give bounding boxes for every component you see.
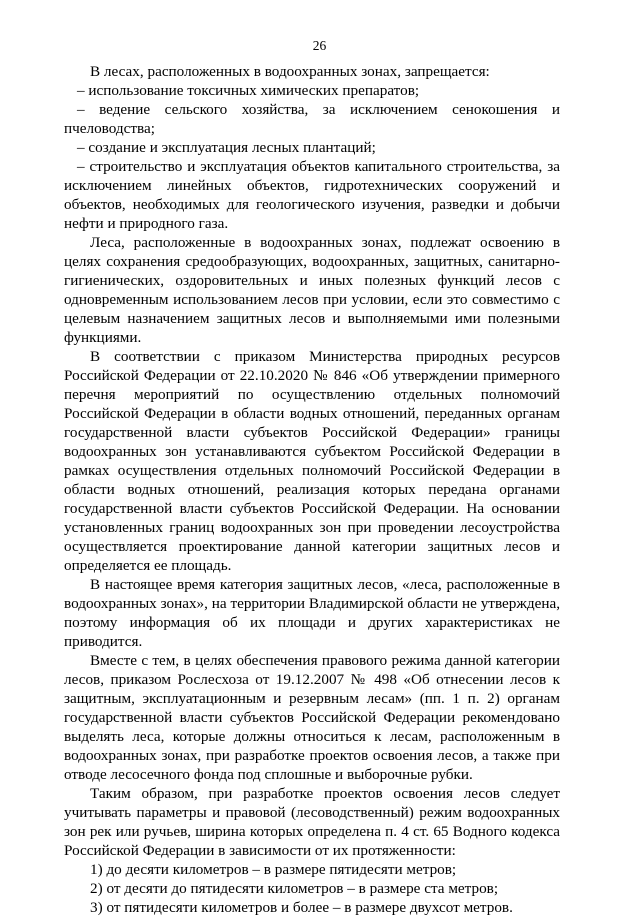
- paragraph-ministry-order: В соответствии с приказом Министерства природных ресурсов Российской Федерации от 22.10.2020 № 846 «Об утверждении примерного перечня мероприятий по осуществлению отдельных полномочий Российской Федерации в области водных отношений, переданных органам государственной власти субъектов Российской Федерации» границы водоохранных зон устанавливаются субъектом Российской Федерации в рамках осуществления отдельных полномочий Российской Федерации в области водных отношений, реализация которых передана органами государственной власти субъектов Российской Федерации. На основании установленных границ водоохранных зон при проведении лесоустройства осуществляется проектирование данной категории защитных лесов и определяется ее площадь.: [64, 348, 560, 574]
- paragraph-conclusion: Таким образом, при разработке проектов освоения лесов следует учитывать параметры и правовой (лесоводственный) режим водоохранных зон рек или ручьев, ширина которых определена п. 4 ст. 65 Водного кодекса Российской Федерации в зависимости от их протяженности:: [64, 785, 560, 859]
- paragraph-rosleshoz-order: Вместе с тем, в целях обеспечения правового режима данной категории лесов, приказом Рослесхоза от 19.12.2007 № 498 «Об отнесении лесов к защитным, эксплуатационным и резервным лесам» (пп. 1 п. 2) органам государственной власти субъектов Российской Федерации рекомендовано выделять леса, которые должны относиться к лесам, расположенным в водоохранных зонах, при разработке проектов освоения лесов, а также при отводе лесосечного фонда под сплошные и выборочные рубки.: [64, 652, 560, 783]
- document-body: [64, 62, 560, 917]
- list-item-capital-construction: – строительство и эксплуатация объектов капитального строительства, за исключением линейных объектов, гидротехнических сооружений и объектов, необходимых для геологического изучения, разведки и добычи нефти и природного газа.: [64, 158, 560, 232]
- page-number: 26: [312, 38, 327, 53]
- paragraph-category-status: В настоящее время категория защитных лесов, «леса, расположенные в водоохранных зонах», на территории Владимирской области не утверждена, поэтому информация об их площади и других характеристиках не приводится.: [64, 576, 560, 650]
- list-item-toxic-chemicals: – использование токсичных химических препаратов;: [77, 82, 420, 99]
- list-item-width-3: 3) от пятидесяти километров и более – в размере двухсот метров.: [90, 899, 513, 916]
- list-item-width-2: 2) от десяти до пятидесяти километров – в размере ста метров;: [90, 880, 499, 897]
- paragraph-forest-development: Леса, расположенные в водоохранных зонах, подлежат освоению в целях сохранения средообразующих, водоохранных, защитных, санитарно-гигиенических, оздоровительных и иных полезных функций лесов с одновременным использованием лесов при условии, если это совместимо с целевым назначением защитных лесов и выполняемыми ими полезными функциями.: [64, 234, 560, 346]
- list-item-width-1: 1) до десяти километров – в размере пятидесяти метров;: [90, 861, 457, 878]
- paragraph-prohibitions-intro: В лесах, расположенных в водоохранных зонах, запрещается:: [90, 63, 490, 80]
- list-item-agriculture: – ведение сельского хозяйства, за исключением сенокошения и пчеловодства;: [64, 101, 560, 137]
- list-item-forest-plantations: – создание и эксплуатация лесных плантаций;: [77, 139, 376, 156]
